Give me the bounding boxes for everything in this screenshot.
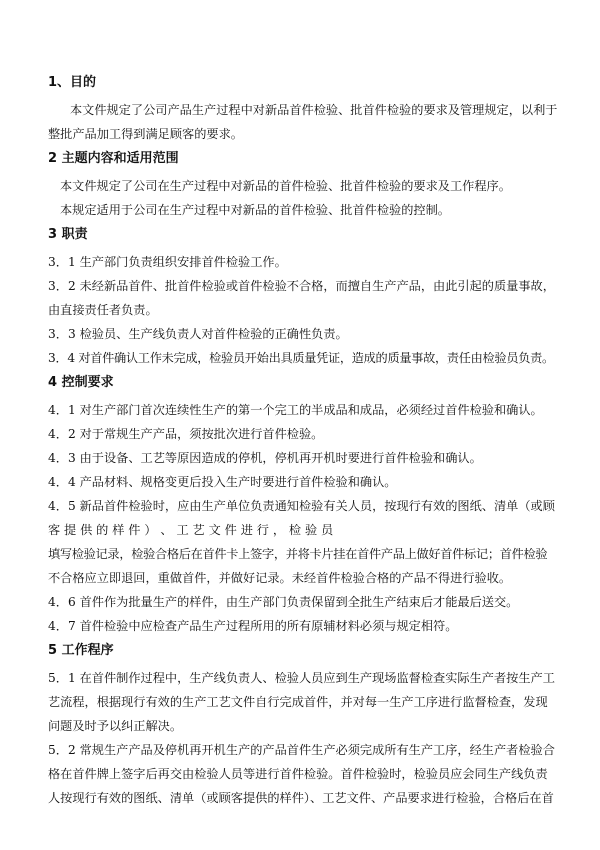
section-purpose: [48, 74, 558, 146]
section-title: 5 工作程序: [48, 643, 114, 658]
paragraph-line: 5．2 常规生产产品及停机再开机生产的产品首件生产必须完成所有生产工序，经生产者检验合: [48, 743, 555, 757]
paragraph-line: 填写检验记录，检验合格后在首件卡上签字，并将卡片挂在首件产品上做好首件标记；首件检验: [48, 547, 548, 561]
paragraph-line: 3．3 检验员、生产线负责人对首件检验的正确性负责。: [48, 327, 348, 341]
section-work-procedure: [48, 642, 554, 810]
paragraph-line: 4．4 产品材料、规格变更后投入生产时要进行首件检验和确认。: [48, 475, 397, 489]
paragraph-line: 本文件规定了公司在生产过程中对新品的首件检验、批首件检验的要求及工作程序。: [60, 179, 511, 193]
section-title: 4 控制要求: [48, 375, 114, 390]
paragraph-line: 4．7 首件检验中应检查产品生产过程所用的所有原辅材料必须与规定相符。: [48, 619, 458, 633]
section-title: 1、目的: [48, 75, 97, 90]
paragraph-line: 3．1 生产部门负责组织安排首件检验工作。: [48, 255, 287, 269]
paragraph-line: 4．3 由于设备、工艺等原因造成的停机，停机再开机时要进行首件检验和确认。: [48, 451, 482, 465]
paragraph-line: 4．5 新品首件检验时，应由生产单位负责通知检验有关人员，按现行有效的图纸、清单（或顾: [48, 499, 555, 513]
paragraph-line: 4．2 对于常规生产产品，须按批次进行首件检验。: [48, 427, 324, 441]
paragraph-line: 本文件规定了公司产品生产过程中对新品首件检验、批首件检验的要求及管理规定，以利于: [70, 103, 558, 117]
section-responsibilities: [48, 226, 554, 370]
paragraph-line: 3．4 对首件确认工作未完成，检验员开始出具质量凭证，造成的质量事故，责任由检验员负责。: [48, 351, 554, 365]
paragraph-line: 格在首件牌上签字后再交由检验人员等进行首件检验。首件检验时，检验员应会同生产线负责: [48, 767, 548, 781]
paragraph-line: 艺流程，根据现行有效的生产工艺文件自行完成首件，并对每一生产工序进行监督检查，发现: [48, 695, 548, 709]
paragraph-line: 整批产品加工得到满足顾客的要求。: [48, 127, 243, 141]
paragraph-line: 4．1 对生产部门首次连续性生产的第一个完工的半成品和成品，必须经过首件检验和确认。: [48, 403, 543, 417]
section-title: 3 职责: [48, 227, 88, 242]
paragraph-line: 本规定适用于公司在生产过程中对新品的首件检验、批首件检验的控制。: [60, 203, 450, 217]
paragraph-line: 不合格应立即退回，重做首件，并做好记录。未经首件检验合格的产品不得进行验收。: [48, 571, 512, 585]
paragraph-line: 3．2 未经新品首件、批首件检验或首件检验不合格，而擅自生产产品，由此引起的质量事故，: [48, 279, 555, 293]
paragraph-line: 由直接责任者负责。: [48, 303, 158, 317]
paragraph-line: 客 提 供 的 样 件 ） 、 工 艺 文 件 进 行 ， 检 验 员: [48, 523, 334, 537]
paragraph-line: 4．6 首件作为批量生产的样件，由生产部门负责保留到全批生产结束后才能最后送交。: [48, 595, 519, 609]
section-control-requirements: [48, 374, 554, 638]
section-scope: [48, 150, 554, 222]
paragraph-line: 问题及时予以纠正解决。: [48, 719, 183, 733]
paragraph-line: 人按现行有效的图纸、清单（或顾客提供的样件）、工艺文件、产品要求进行检验，合格后在首: [48, 791, 554, 805]
section-title: 2 主题内容和适用范围: [48, 151, 179, 166]
paragraph-line: 5．1 在首件制作过程中，生产线负责人、检验人员应到生产现场监督检查实际生产者按生产工: [48, 671, 555, 685]
